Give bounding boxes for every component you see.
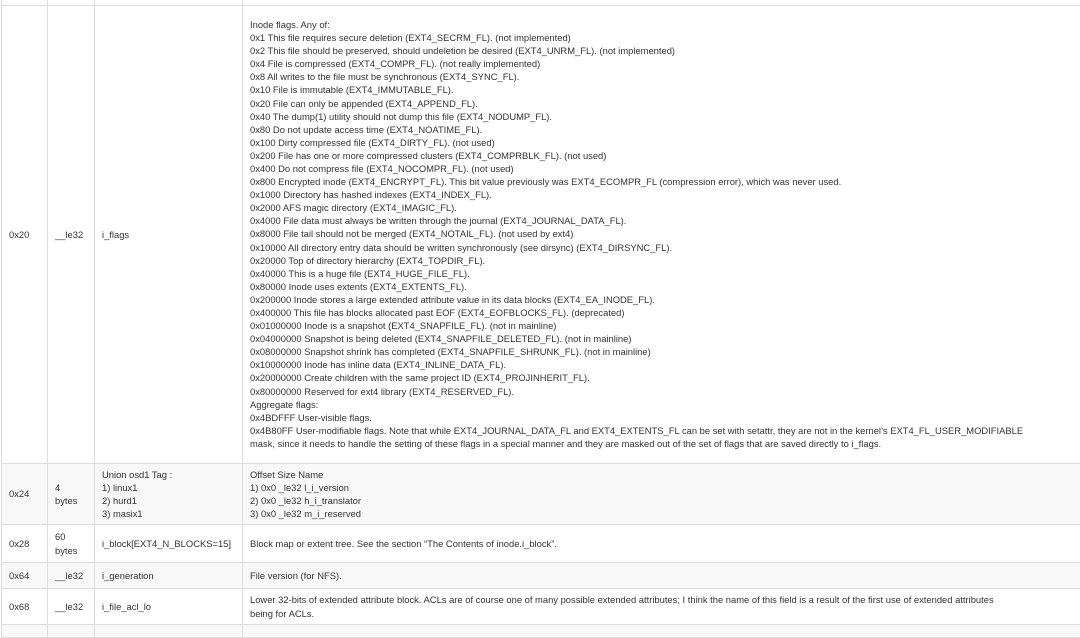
- size-unit: bytes: [55, 544, 94, 557]
- offset-cell: 0x28: [2, 525, 48, 563]
- flags-description-line: 0x20000 Top of directory hierarchy (EXT4_TOPDIR_FL).: [250, 254, 1080, 267]
- size-cell: [48, 464, 95, 525]
- flags-description-line: 0x8 All writes to the file must be synchronous (EXT4_SYNC_FL).: [250, 70, 1080, 83]
- inode-field-table: [1, 0, 1080, 638]
- table-cell: [48, 625, 95, 638]
- flags-description-line: 0x200 File has one or more compressed clusters (EXT4_COMPRBLK_FL). (not used): [250, 149, 1080, 162]
- table-cell: [95, 625, 243, 638]
- acl-description-line: Lower 32-bits of extended attribute block. ACLs are of course one of many possible extended attributes; I think the name of this field is a result of the first use of extended attributes: [250, 593, 1080, 606]
- flags-description-line: 0x10000 All directory entry data should be written synchronously (see dirsync) (EXT4_DIRSYNC_FL).: [250, 241, 1080, 254]
- osd1-description-line: 3) 0x0 _le32 m_i_reserved: [250, 507, 1080, 520]
- flags-description-line: 0x100 Dirty compressed file (EXT4_DIRTY_FL). (not used): [250, 136, 1080, 149]
- description-cell: [243, 464, 1080, 525]
- flags-description-line: 0x20000000 Create children with the same project ID (EXT4_PROJINHERIT_FL).: [250, 371, 1080, 384]
- flags-description-line: 0x80000000 Reserved for ext4 library (EXT4_RESERVED_FL).: [250, 385, 1080, 398]
- flags-description-line: 0x1 This file requires secure deletion (EXT4_SECRM_FL). (not implemented): [250, 31, 1080, 44]
- union-tag-line: Union osd1 Tag :: [102, 468, 242, 481]
- field-name-cell: i_block[EXT4_N_BLOCKS=15]: [95, 525, 243, 563]
- size-cell: __le32: [48, 6, 95, 464]
- table-cell: [2, 625, 48, 638]
- size-cell: __le32: [48, 563, 95, 589]
- flags-description-line: 0x1000 Directory has hashed indexes (EXT4_INDEX_FL).: [250, 188, 1080, 201]
- flags-description-line: 0x800 Encrypted inode (EXT4_ENCRYPT_FL). This bit value previously was EXT4_ECOMPR_FL (compression error), which was never used.: [250, 175, 1080, 188]
- offset-cell: 0x24: [2, 464, 48, 525]
- flags-description-line: 0x200000 Inode stores a large extended attribute value in its data blocks (EXT4_EA_INODE_FL).: [250, 293, 1080, 306]
- offset-cell: 0x20: [2, 6, 48, 464]
- field-name-cell: i_generation: [95, 563, 243, 589]
- flags-description-line: 0x40 The dump(1) utility should not dump this file (EXT4_NODUMP_FL).: [250, 110, 1080, 123]
- flags-description-line: 0x01000000 Inode is a snapshot (EXT4_SNAPFILE_FL). (not in mainline): [250, 319, 1080, 332]
- table-row: [2, 563, 1080, 589]
- flags-description-line: 0x10000000 Inode has inline data (EXT4_INLINE_DATA_FL).: [250, 358, 1080, 371]
- flags-description-line: 0x400000 This file has blocks allocated past EOF (EXT4_EOFBLOCKS_FL). (deprecated): [250, 306, 1080, 319]
- flags-description-line: 0x400 Do not compress file (EXT4_NOCOMPR_FL). (not used): [250, 162, 1080, 175]
- flags-description-line: 0x04000000 Snapshot is being deleted (EXT4_SNAPFILE_DELETED_FL). (not in mainline): [250, 332, 1080, 345]
- size-value: 4: [55, 481, 94, 494]
- flags-description-line: 0x20 File can only be appended (EXT4_APPEND_FL).: [250, 97, 1080, 110]
- osd1-description-line: 1) 0x0 _le32 l_i_version: [250, 481, 1080, 494]
- size-value: 60: [55, 530, 94, 543]
- field-name-cell: i_flags: [95, 6, 243, 464]
- flags-description-line: 0x2000 AFS magic directory (EXT4_IMAGIC_FL).: [250, 201, 1080, 214]
- flags-description-line: 0x40000 This is a huge file (EXT4_HUGE_FILE_FL).: [250, 267, 1080, 280]
- field-name-cell: [95, 464, 243, 525]
- flags-description-line: 0x80000 Inode uses extents (EXT4_EXTENTS_FL).: [250, 280, 1080, 293]
- flags-description-line: 0x4BDFFF User-visible flags.: [250, 411, 1080, 424]
- flags-description-line: 0x4 File is compressed (EXT4_COMPR_FL). (not really implemented): [250, 57, 1080, 70]
- description-cell: [243, 589, 1080, 625]
- flags-description-line: 0x4B80FF User-modifiable flags. Note that while EXT4_JOURNAL_DATA_FL and EXT4_EXTENTS_FL can be set with setattr, they are not in the kernel’s EXT4_FL_USER_MODIFIABLE: [250, 424, 1080, 437]
- flags-description-line: Aggregate flags:: [250, 398, 1080, 411]
- osd1-description-line: Offset Size Name: [250, 468, 1080, 481]
- flags-description-line: 0x2 This file should be preserved, should undeletion be desired (EXT4_UNRM_FL). (not implemented): [250, 44, 1080, 57]
- table-cell: [243, 625, 1080, 638]
- description-cell: [243, 6, 1080, 464]
- description-cell: Block map or extent tree. See the section “The Contents of inode.i_block”.: [243, 525, 1080, 563]
- field-name-cell: i_file_acl_lo: [95, 589, 243, 625]
- offset-cell: 0x68: [2, 589, 48, 625]
- table-row: [2, 625, 1080, 638]
- union-tag-line: 2) hurd1: [102, 494, 242, 507]
- size-cell: __le32: [48, 589, 95, 625]
- flags-description-line: 0x8000 File tail should not be merged (EXT4_NOTAIL_FL). (not used by ext4): [250, 227, 1080, 240]
- size-unit: bytes: [55, 494, 94, 507]
- description-cell: File version (for NFS).: [243, 563, 1080, 589]
- table-row: [2, 464, 1080, 525]
- size-cell: [48, 525, 95, 563]
- flags-description-line: 0x80 Do not update access time (EXT4_NOATIME_FL).: [250, 123, 1080, 136]
- table-row: [2, 6, 1080, 464]
- union-tag-line: 3) masix1: [102, 507, 242, 520]
- acl-description-line: being for ACLs.: [250, 607, 1080, 620]
- table-row: [2, 525, 1080, 563]
- flags-description-line: 0x10 File is immutable (EXT4_IMMUTABLE_FL).: [250, 83, 1080, 96]
- osd1-description-line: 2) 0x0 _le32 h_i_translator: [250, 494, 1080, 507]
- flags-description-line: Inode flags. Any of:: [250, 18, 1080, 31]
- flags-description-line: mask, since it needs to handle the setting of these flags in a special manner and they are masked out of the set of flags that are saved directly to i_flags.: [250, 437, 1080, 450]
- offset-cell: 0x64: [2, 563, 48, 589]
- table-row: [2, 589, 1080, 625]
- union-tag-line: 1) linux1: [102, 481, 242, 494]
- flags-description-line: 0x08000000 Snapshot shrink has completed (EXT4_SNAPFILE_SHRUNK_FL). (not in mainline): [250, 345, 1080, 358]
- flags-description-line: 0x4000 File data must always be written through the journal (EXT4_JOURNAL_DATA_FL).: [250, 214, 1080, 227]
